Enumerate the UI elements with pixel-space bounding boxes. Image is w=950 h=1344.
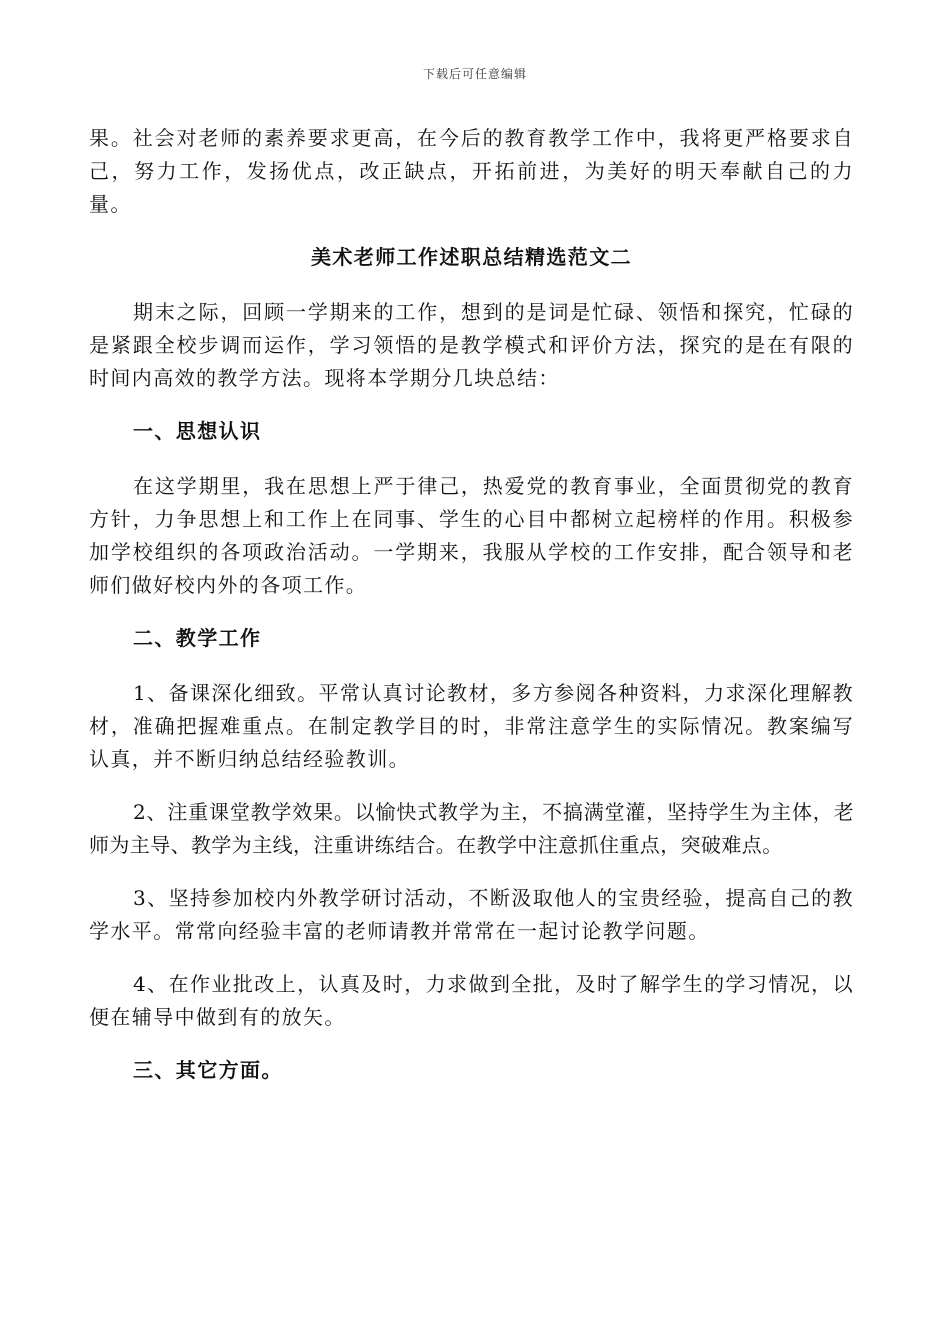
- intro-continuation-paragraph: 果。社会对老师的素养要求更高，在今后的教育教学工作中，我将更严格要求自己，努力工作，发扬优点，改正缺点，开拓前进，为美好的明天奉献自己的力量。: [89, 126, 854, 216]
- document-body: [89, 122, 854, 1109]
- teaching-item-3: 3、坚持参加校内外教学研讨活动，不断汲取他人的宝贵经验，提高自己的教学水平。常常向经验丰富的老师请教并常常在一起讨论教学问题。: [89, 886, 854, 943]
- header-note: 下载后可任意编辑: [422, 67, 527, 81]
- section-heading-other: 三、其它方面。: [133, 1058, 283, 1082]
- section-heading-thinking: 一、思想认识: [133, 419, 262, 443]
- teaching-item-1: 1、备课深化细致。平常认真讨论教材，多方参阅各种资料，力求深化理解教材，准确把握难重点。在制定教学目的时，非常注意学生的实际情况。教案编写认真，并不断归纳总结经验教训。: [89, 681, 854, 771]
- section-heading-teaching: 二、教学工作: [133, 626, 262, 650]
- document-title: 美术老师工作述职总结精选范文二: [311, 245, 632, 269]
- teaching-item-2: 2、注重课堂教学效果。以愉快式教学为主，不搞满堂灌，坚持学生为主体，老师为主导、教学为主线，注重讲练结合。在教学中注意抓住重点，突破难点。: [89, 800, 854, 857]
- teaching-item-4: 4、在作业批改上，认真及时，力求做到全批，及时了解学生的学习情况，以便在辅导中做到有的放矢。: [89, 972, 854, 1029]
- opening-paragraph: 期末之际，回顾一学期来的工作，想到的是词是忙碌、领悟和探究，忙碌的是紧跟全校步调而运作，学习领悟的是教学模式和评价方法，探究的是在有限的时间内高效的教学方法。现将本学期分几块总结：: [89, 300, 854, 390]
- section-body-thinking: 在这学期里，我在思想上严于律己，热爱党的教育事业，全面贯彻党的教育方针，力争思想上和工作上在同事、学生的心目中都树立起榜样的作用。积极参加学校组织的各项政治活动。一学期来，我服从学校的工作安排，配合领导和老师们做好校内外的各项工作。: [89, 474, 854, 597]
